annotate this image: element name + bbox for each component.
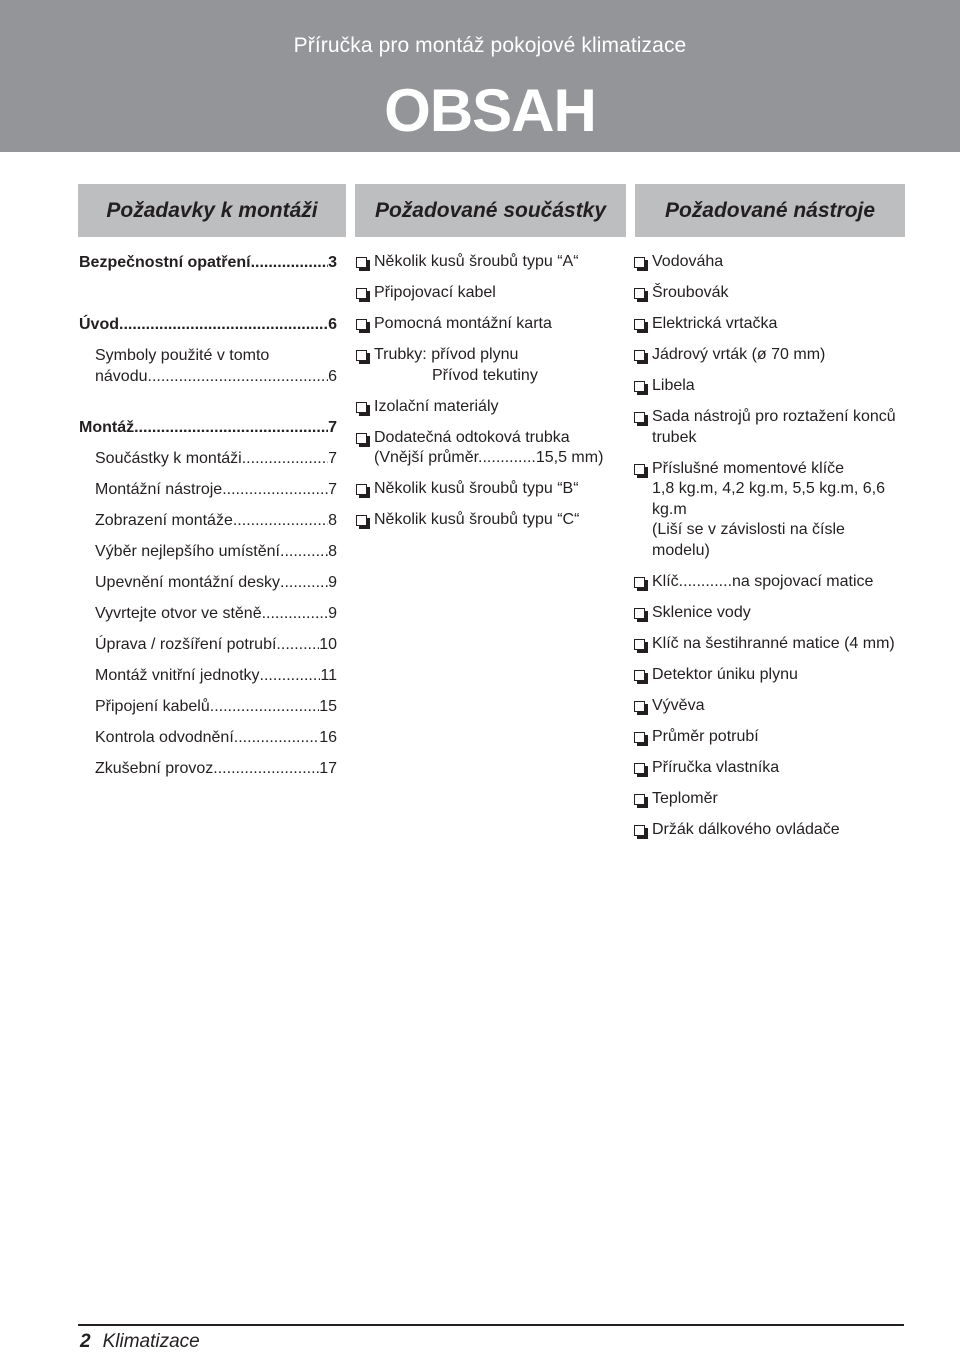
- toc-leader-dots: [251, 252, 329, 283]
- item-label: Klíč na šestihranné matice (4 mm): [652, 634, 895, 652]
- list-item: [356, 397, 624, 418]
- list-item: [634, 634, 906, 655]
- toc-leader-dots: [262, 603, 329, 634]
- item-label: Připojovací kabel: [374, 284, 496, 301]
- list-item: [356, 510, 624, 531]
- toc-entry-location[interactable]: [79, 541, 337, 572]
- toc-page-number: 7: [328, 419, 337, 436]
- toc-leader-dots: [213, 758, 319, 789]
- item-label-line2: (Vnější průměr.............15,5 mm): [374, 449, 604, 466]
- list-item: [356, 283, 624, 304]
- toc-entry-label: Montážní nástroje: [95, 481, 223, 498]
- item-label-line4: (Liší se v závislosti na čísle: [652, 521, 845, 538]
- toc-leader-dots: [222, 479, 328, 510]
- page-number: 2: [80, 1331, 91, 1352]
- toc-entry-label: Montáž vnitřní jednotky: [95, 667, 260, 684]
- toc-entry-label: Bezpečnostní opatření: [79, 254, 251, 271]
- parts-list: [356, 252, 624, 541]
- toc-entry-safety[interactable]: [79, 252, 337, 283]
- checkbox-icon: [634, 670, 645, 681]
- toc-entry-label: Připojení kabelů: [95, 698, 210, 715]
- toc-entry-parts[interactable]: [79, 448, 337, 479]
- item-label: Trubky: přívod plynu: [374, 346, 519, 363]
- column-header-parts: Požadované součástky: [355, 184, 626, 237]
- toc-page-number: 10: [319, 636, 337, 653]
- toc-leader-dots: [210, 696, 319, 727]
- toc-leader-dots: [280, 572, 328, 603]
- checkbox-icon: [356, 433, 367, 444]
- item-label: Klíč............na spojovací matice: [652, 572, 874, 590]
- toc-entry-label: Součástky k montáži: [95, 450, 242, 467]
- toc-leader-dots: [280, 541, 328, 572]
- list-item: [634, 283, 906, 304]
- toc-page-number: 3: [328, 254, 337, 271]
- checkbox-icon: [634, 763, 645, 774]
- list-item: [634, 252, 906, 273]
- list-item: [634, 407, 906, 448]
- column-header-tools: Požadované nástroje: [635, 184, 905, 237]
- checkbox-icon: [634, 319, 645, 330]
- toc-entry-indoor[interactable]: [79, 665, 337, 696]
- checkbox-icon: [634, 794, 645, 805]
- toc-page-number: 9: [328, 574, 337, 591]
- item-label: Několik kusů šroubů typu “A“: [374, 253, 579, 270]
- list-item: [634, 345, 906, 366]
- toc-page-number: 6: [328, 368, 337, 385]
- toc-page-number: 8: [328, 543, 337, 560]
- toc-entry-label: Kontrola odvodnění: [95, 729, 234, 746]
- item-label: Držák dálkového ovládače: [652, 820, 840, 838]
- list-item: [356, 479, 624, 500]
- item-label: Libela: [652, 377, 695, 394]
- list-item: [356, 428, 624, 469]
- tools-list: [634, 252, 906, 851]
- list-item: [634, 459, 906, 562]
- list-item: [634, 572, 906, 593]
- item-label: Izolační materiály: [374, 397, 499, 415]
- item-label-line5: modelu): [652, 541, 710, 559]
- toc-entry-label: Montáž: [79, 419, 135, 436]
- list-item: [634, 727, 906, 748]
- list-item: [634, 314, 906, 335]
- toc-entry-label: Úprava / rozšíření potrubí: [95, 636, 277, 653]
- toc-entry-drain[interactable]: [79, 727, 337, 758]
- list-item: [356, 252, 624, 273]
- toc-leader-dots: [260, 665, 321, 696]
- item-label: Sklenice vody: [652, 603, 751, 621]
- toc-leader-dots: [234, 727, 319, 758]
- toc-entry-label: Výběr nejlepšího umístění: [95, 543, 280, 560]
- toc-page-number: 8: [328, 512, 337, 529]
- checkbox-icon: [634, 350, 645, 361]
- toc-entry-label: Zobrazení montáže: [95, 512, 233, 529]
- list-item: [634, 603, 906, 624]
- checkbox-icon: [356, 484, 367, 495]
- toc-page-number: 7: [328, 481, 337, 498]
- checkbox-icon: [634, 288, 645, 299]
- item-label: Vodováha: [652, 253, 724, 270]
- checkbox-icon: [356, 288, 367, 299]
- toc-entry-label: Zkušební provoz: [95, 760, 214, 777]
- toc-page-number: 16: [319, 729, 337, 746]
- toc-entry-mount[interactable]: [79, 417, 337, 448]
- toc-entry-cables[interactable]: [79, 696, 337, 727]
- toc-page-number: 7: [328, 450, 337, 467]
- checkbox-icon: [634, 257, 645, 268]
- item-label: Detektor úniku plynu: [652, 665, 798, 683]
- item-label: Dodatečná odtoková trubka: [374, 428, 570, 446]
- checkbox-icon: [634, 464, 645, 475]
- checkbox-icon: [356, 515, 367, 526]
- item-label: Vývěva: [652, 696, 705, 714]
- list-item: [356, 345, 624, 386]
- item-label-line2: 1,8 kg.m, 4,2 kg.m, 5,5 kg.m, 6,6: [652, 480, 885, 497]
- toc-entry-label: Vyvrtejte otvor ve stěně: [95, 605, 262, 622]
- toc-entry-piping[interactable]: [79, 634, 337, 665]
- item-label: Jádrový vrták (ø 70 mm): [652, 346, 826, 363]
- item-label-line2: Přívod tekutiny: [432, 366, 538, 384]
- toc-leader-dots: [148, 366, 329, 387]
- item-label: Pomocná montážní karta: [374, 315, 552, 332]
- item-label-line3: kg.m: [652, 500, 687, 518]
- toc-leader-dots: [119, 314, 328, 345]
- toc-entry-hole[interactable]: [79, 603, 337, 634]
- toc-entry-test[interactable]: [79, 758, 337, 789]
- checkbox-icon: [356, 402, 367, 413]
- item-label: Elektrická vrtačka: [652, 315, 778, 332]
- toc-entry-label: Upevnění montážní desky: [95, 574, 280, 591]
- toc-page-number: 11: [320, 667, 337, 684]
- page-footer: [80, 1331, 200, 1353]
- item-label: Příslušné momentové klíče: [652, 459, 845, 477]
- column-header-requirements: Požadavky k montáži: [78, 184, 346, 237]
- toc-leader-dots: [242, 448, 328, 479]
- checkbox-icon: [634, 412, 645, 423]
- item-label: Sada nástrojů pro roztažení konců: [652, 408, 896, 425]
- toc-entry-label: Symboly použité v tomto: [95, 347, 270, 364]
- table-of-contents: [79, 252, 337, 789]
- list-item: [634, 696, 906, 717]
- item-label: Několik kusů šroubů typu “C“: [374, 511, 580, 528]
- list-item: [634, 820, 906, 841]
- toc-entry-display[interactable]: [79, 510, 337, 541]
- header-banner: [0, 0, 960, 152]
- checkbox-icon: [634, 639, 645, 650]
- list-item: [634, 376, 906, 397]
- toc-leader-dots: [233, 510, 328, 541]
- checkbox-icon: [634, 577, 645, 588]
- toc-entry-label: Úvod: [79, 316, 119, 333]
- item-label: Příručka vlastníka: [652, 758, 780, 776]
- checkbox-icon: [634, 701, 645, 712]
- item-label: Šroubovák: [652, 284, 729, 301]
- checkbox-icon: [356, 350, 367, 361]
- list-item: [634, 665, 906, 686]
- footer-label: Klimatizace: [102, 1331, 200, 1352]
- toc-page-number: 6: [328, 316, 337, 333]
- list-item: [634, 789, 906, 810]
- manual-subtitle: Příručka pro montáž pokojové klimatizace: [293, 34, 687, 57]
- toc-page-number: 9: [328, 605, 337, 622]
- checkbox-icon: [634, 608, 645, 619]
- list-item: [356, 314, 624, 335]
- page-title: OBSAH: [384, 77, 596, 144]
- footer-divider: [78, 1324, 904, 1326]
- item-label: Průměr potrubí: [652, 727, 759, 745]
- checkbox-icon: [356, 257, 367, 268]
- toc-entry-intro[interactable]: [79, 314, 337, 345]
- item-label: Několik kusů šroubů typu “B“: [374, 480, 579, 497]
- list-item: [634, 758, 906, 779]
- checkbox-icon: [634, 732, 645, 743]
- toc-entry-plate[interactable]: [79, 572, 337, 603]
- toc-entry-tools[interactable]: [79, 479, 337, 510]
- checkbox-icon: [634, 825, 645, 836]
- toc-entry-label: návodu: [95, 368, 148, 385]
- checkbox-icon: [356, 319, 367, 330]
- toc-entry-symbols[interactable]: [79, 345, 337, 397]
- toc-leader-dots: [134, 417, 328, 448]
- toc-page-number: 15: [319, 698, 337, 715]
- toc-leader-dots: [276, 634, 319, 665]
- toc-page-number: 17: [319, 760, 337, 777]
- checkbox-icon: [634, 381, 645, 392]
- item-label-line2: trubek: [652, 428, 697, 446]
- item-label: Teploměr: [652, 789, 718, 807]
